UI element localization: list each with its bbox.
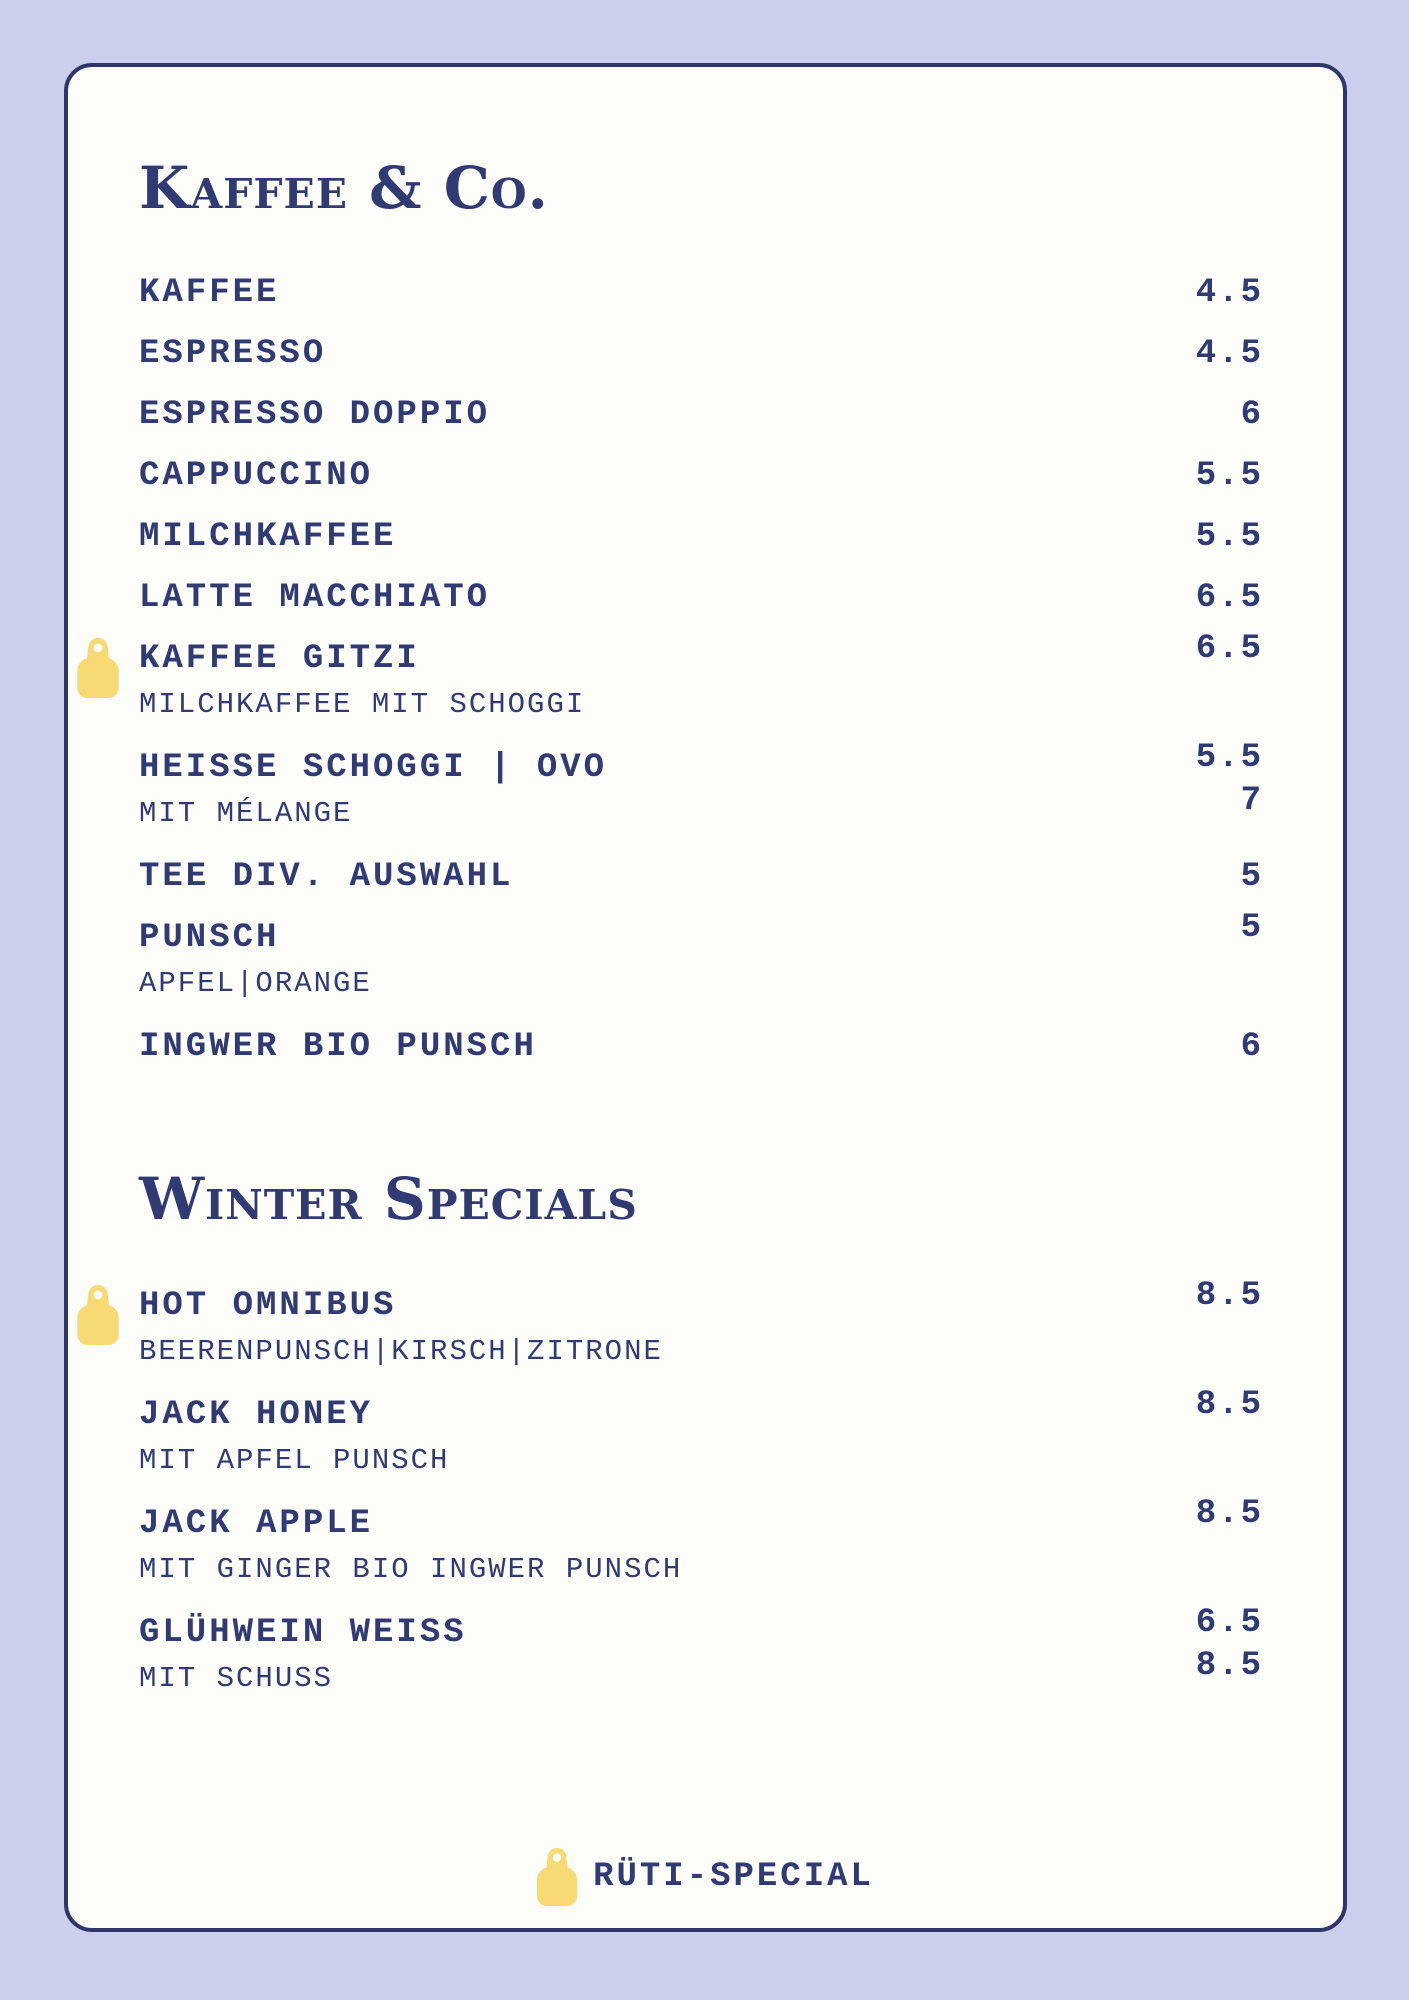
- item-price: 4.5: [1195, 335, 1263, 373]
- menu-item: [139, 274, 1263, 312]
- item-text: [139, 1287, 663, 1368]
- menu-item: [139, 1028, 1263, 1066]
- section-title-kaffee: Kaffee & Co.: [139, 154, 549, 222]
- ear-tag-icon: [77, 1285, 119, 1345]
- item-prices: [1176, 1604, 1263, 1695]
- item-text: [139, 1396, 449, 1477]
- item-price: 6.5: [1195, 579, 1263, 617]
- menu-card: [64, 63, 1347, 1932]
- item-name: KAFFEE GITZI: [139, 640, 420, 678]
- menu-item: [139, 1495, 1263, 1586]
- item-text: [139, 749, 607, 830]
- item-price: 6.5: [1195, 1604, 1263, 1642]
- item-price: 5.5: [1195, 457, 1263, 495]
- item-text: [139, 858, 513, 896]
- menu-item: [139, 739, 1263, 830]
- item-description-price: 8.5: [1195, 1647, 1263, 1685]
- item-text: [139, 335, 326, 373]
- item-prices: [1176, 739, 1263, 830]
- item-prices: [1221, 396, 1263, 434]
- item-description: MIT SCHUSS: [139, 1662, 334, 1695]
- item-prices: [1176, 1277, 1263, 1325]
- menu-item: [139, 579, 1263, 617]
- ear-tag-icon: [537, 1848, 577, 1906]
- ear-tag-icon: [77, 638, 119, 698]
- item-prices: [1221, 909, 1263, 957]
- item-name: HOT OMNIBUS: [139, 1287, 397, 1325]
- item-price: 5: [1240, 909, 1263, 947]
- item-name: ESPRESSO DOPPIO: [139, 396, 491, 434]
- menu-items-kaffee: [139, 274, 1263, 1066]
- item-text: [139, 1505, 682, 1586]
- item-text: [139, 640, 585, 721]
- item-prices: [1176, 274, 1263, 312]
- item-description: APFEL|ORANGE: [139, 967, 372, 1000]
- item-prices: [1176, 1386, 1263, 1434]
- item-name: TEE DIV. AUSWAHL: [139, 858, 514, 896]
- item-name: CAPPUCCINO: [139, 457, 374, 495]
- item-text: [139, 1028, 537, 1066]
- item-text: [139, 274, 279, 312]
- legend-label: RÜTI-SPECIAL: [593, 1858, 874, 1896]
- item-price: 8.5: [1195, 1495, 1263, 1533]
- item-prices: [1221, 858, 1263, 896]
- item-price: 5.5: [1195, 518, 1263, 556]
- item-name: INGWER BIO PUNSCH: [139, 1028, 537, 1066]
- menu-item: [139, 518, 1263, 556]
- item-name: JACK HONEY: [139, 1396, 374, 1434]
- menu-section-winter-specials: [139, 1166, 1263, 1695]
- menu-item: [139, 630, 1263, 721]
- item-price: 6.5: [1195, 630, 1263, 668]
- item-prices: [1176, 518, 1263, 556]
- item-prices: [1176, 335, 1263, 373]
- menu-item: [139, 1604, 1263, 1695]
- item-name: PUNSCH: [139, 919, 280, 957]
- menu-item: [139, 858, 1263, 896]
- item-description: MIT MÉLANGE: [139, 797, 353, 830]
- item-price: 6: [1240, 1028, 1263, 1066]
- item-name: HEISSE SCHOGGI | OVO: [139, 749, 608, 787]
- item-prices: [1221, 1028, 1263, 1066]
- menu-item: [139, 909, 1263, 1000]
- menu-item: [139, 396, 1263, 434]
- item-name: LATTE MACCHIATO: [139, 579, 491, 617]
- item-description: MILCHKAFFEE MIT SCHOGGI: [139, 688, 586, 721]
- section-title-winter-specials: Winter Specials: [139, 1165, 638, 1233]
- item-description: MIT GINGER BIO INGWER PUNSCH: [139, 1553, 683, 1586]
- item-price: 8.5: [1195, 1386, 1263, 1424]
- item-prices: [1176, 457, 1263, 495]
- item-text: [139, 518, 396, 556]
- item-text: [139, 396, 490, 434]
- menu-item: [139, 335, 1263, 373]
- item-name: JACK APPLE: [139, 1505, 374, 1543]
- item-name: MILCHKAFFEE: [139, 518, 397, 556]
- item-text: [139, 457, 373, 495]
- menu-section-kaffee: [139, 155, 1263, 1066]
- rueti-special-legend: [68, 1848, 1343, 1906]
- item-name: ESPRESSO: [139, 335, 327, 373]
- item-price: 4.5: [1195, 274, 1263, 312]
- item-name: KAFFEE: [139, 274, 280, 312]
- item-text: [139, 1614, 467, 1695]
- item-description-price: 7: [1240, 782, 1263, 820]
- item-price: 6: [1240, 396, 1263, 434]
- item-text: [139, 919, 372, 1000]
- item-prices: [1176, 1495, 1263, 1543]
- item-text: [139, 579, 490, 617]
- item-description: BEERENPUNSCH|KIRSCH|ZITRONE: [139, 1335, 663, 1368]
- item-description: MIT APFEL PUNSCH: [139, 1444, 450, 1477]
- item-prices: [1176, 579, 1263, 617]
- menu-item: [139, 1386, 1263, 1477]
- menu-item: [139, 1277, 1263, 1368]
- item-price: 5: [1240, 858, 1263, 896]
- item-prices: [1176, 630, 1263, 678]
- menu-item: [139, 457, 1263, 495]
- item-name: GLÜHWEIN WEISS: [139, 1614, 467, 1652]
- menu-items-winter-specials: [139, 1277, 1263, 1695]
- item-price: 8.5: [1195, 1277, 1263, 1315]
- item-price: 5.5: [1195, 739, 1263, 777]
